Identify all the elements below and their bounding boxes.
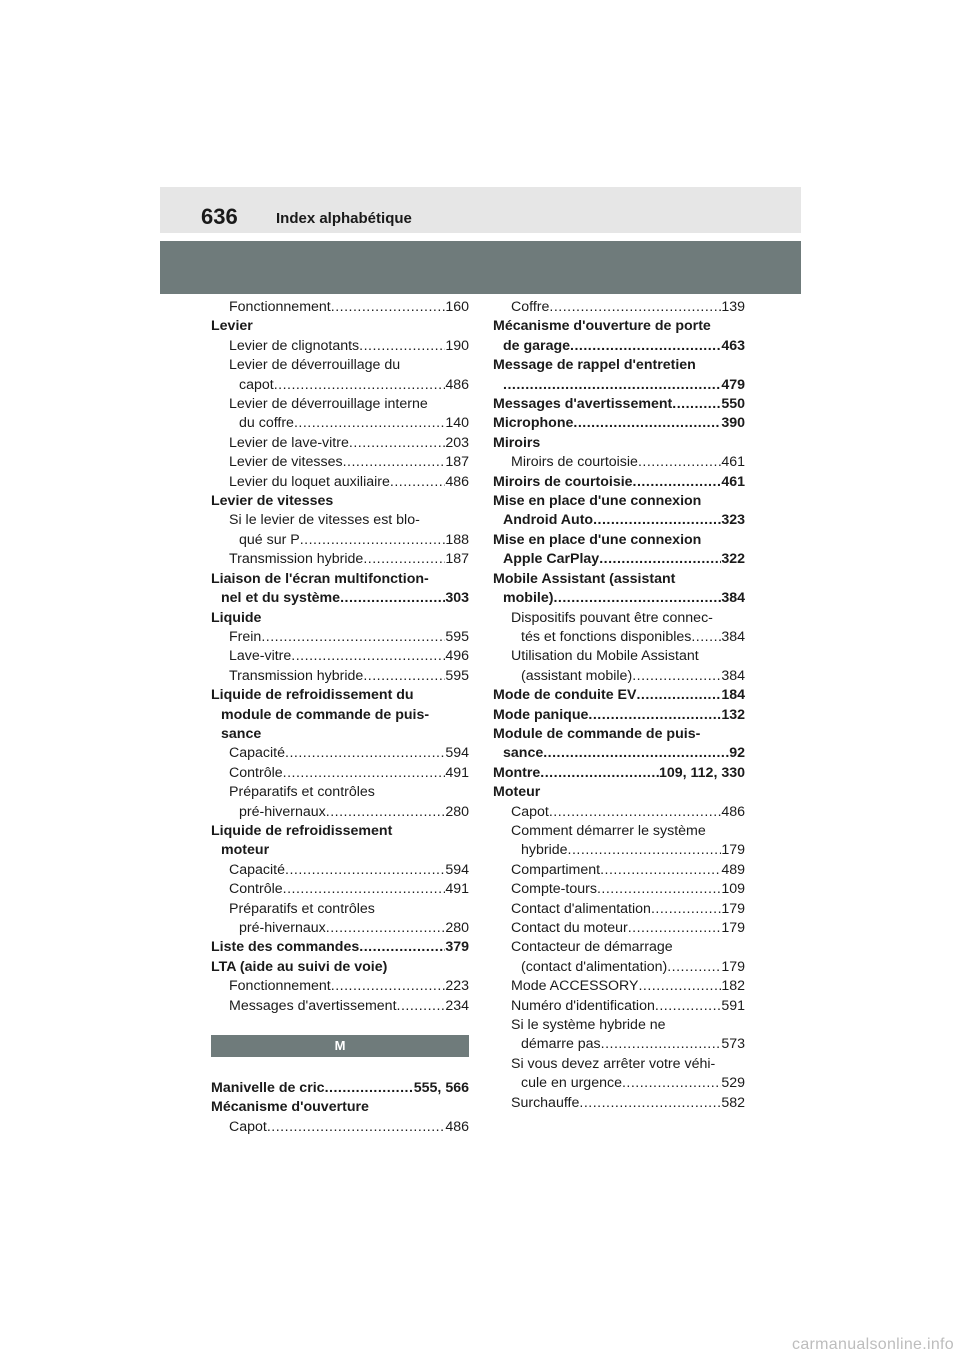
index-entry-page: 555, 566 <box>413 1080 469 1097</box>
index-entry <box>493 511 745 530</box>
index-entry <box>493 977 745 996</box>
index-heading-line: Si le système hybride ne <box>511 1017 666 1034</box>
dot-leader <box>283 764 446 783</box>
index-entry-page: 203 <box>445 434 469 451</box>
index-heading-line: Contacteur de démarrage <box>511 939 673 956</box>
index-entry-label: Montre <box>493 764 541 781</box>
index-entry-page: 280 <box>445 803 469 820</box>
index-heading-line: Module de commande de puis- <box>493 725 701 742</box>
index-entry-label: Fonctionnement <box>229 978 331 995</box>
dot-leader <box>599 550 721 569</box>
index-entry <box>211 589 469 608</box>
index-entry <box>211 1079 469 1098</box>
index-entry-page: 491 <box>445 881 469 898</box>
dot-leader <box>325 1079 414 1098</box>
index-list-left <box>211 298 469 1016</box>
index-entry <box>493 473 745 492</box>
index-entry <box>493 395 745 414</box>
index-entry <box>493 958 745 977</box>
index-heading-line: Liquide de refroidissement du <box>211 687 414 704</box>
dot-leader <box>633 473 722 492</box>
dot-leader <box>628 919 722 938</box>
index-entry <box>493 764 745 783</box>
index-entry-page: 280 <box>445 920 469 936</box>
index-entry-label: Levier du loquet auxiliaire <box>229 473 390 490</box>
index-heading-line: Liaison de l'écran multifonction- <box>211 570 429 587</box>
index-heading-line: Comment démarrer le système <box>511 822 706 839</box>
dot-leader <box>340 589 445 608</box>
index-entry <box>211 531 469 550</box>
index-entry <box>211 1118 469 1137</box>
index-entry <box>493 667 745 686</box>
index-entry-label: Mode ACCESSORY <box>511 978 639 995</box>
index-entry <box>493 550 745 569</box>
index-entry-page: 179 <box>721 900 745 917</box>
index-heading-line: LTA (aide au suivi de voie) <box>211 958 388 975</box>
index-entry <box>211 434 469 453</box>
index-entry-page: 489 <box>721 861 745 878</box>
index-entry-label: Frein <box>229 628 262 645</box>
index-entry <box>493 453 745 472</box>
index-entry-label: Lave-vitre <box>229 648 292 665</box>
index-entry-label: pré-hivernaux <box>239 920 326 936</box>
dot-leader <box>549 803 721 822</box>
index-entry <box>211 298 469 317</box>
index-entry-label: Levier de vitesses <box>229 454 343 471</box>
index-entry-page: 486 <box>445 473 469 490</box>
index-entry-page: 139 <box>721 299 745 315</box>
watermark: carmanualsonline.info <box>792 1336 954 1353</box>
dot-leader <box>568 841 722 860</box>
index-entry-label: Contrôle <box>229 881 283 898</box>
index-entry-page: 179 <box>721 958 745 975</box>
dot-leader <box>543 744 729 763</box>
index-entry-label: mobile) <box>503 590 554 607</box>
index-entry-page: 132 <box>721 706 745 723</box>
index-entry-page: 491 <box>445 764 469 781</box>
index-entry-label: Android Auto <box>503 512 594 529</box>
index-entry-page: 595 <box>445 628 469 645</box>
index-entry <box>211 997 469 1016</box>
index-heading-line: Moteur <box>493 784 541 801</box>
dot-leader <box>285 744 445 763</box>
index-entry-label: Contact d'alimentation <box>511 900 651 917</box>
index-entry <box>211 473 469 492</box>
index-entry-page: 550 <box>721 396 745 413</box>
dot-leader <box>363 667 445 686</box>
index-entry-label: Numéro d'identification <box>511 997 655 1014</box>
index-entry <box>211 919 469 938</box>
index-entry-label: pré-hivernaux <box>239 803 326 820</box>
dot-leader <box>349 434 445 453</box>
index-entry-label: Levier de lave-vitre <box>229 434 349 451</box>
index-entry-label: du coffre <box>239 415 294 432</box>
index-entry-label: Mode panique <box>493 706 589 723</box>
dot-leader <box>622 1074 721 1093</box>
index-entry <box>493 414 745 433</box>
dot-leader <box>597 880 721 899</box>
dot-leader <box>691 628 721 647</box>
index-heading-line: module de commande de puis- <box>221 706 430 723</box>
index-entry <box>211 414 469 433</box>
index-entry <box>493 706 745 725</box>
index-entry-page: 179 <box>721 920 745 936</box>
index-entry-page: 234 <box>445 997 469 1014</box>
dot-leader <box>593 511 721 530</box>
index-entry-label: Mode de conduite EV <box>493 687 637 704</box>
dot-leader <box>285 861 445 880</box>
index-entry-page: 582 <box>721 1094 745 1111</box>
index-entry <box>493 1094 745 1113</box>
dot-leader <box>261 628 445 647</box>
dot-leader <box>291 647 445 666</box>
dot-leader <box>549 298 721 317</box>
index-entry-label: Miroirs de courtoisie <box>511 454 638 471</box>
index-entry <box>493 589 745 608</box>
index-entry-page: 594 <box>445 745 469 762</box>
dot-leader <box>359 337 445 356</box>
dot-leader <box>600 861 721 880</box>
index-entry-label: Liste des commandes <box>211 939 360 956</box>
index-entry-page: 182 <box>721 978 745 995</box>
index-entry-page: 486 <box>721 803 745 820</box>
index-entry-label: tés et fonctions disponibles <box>521 628 692 645</box>
dot-leader <box>359 938 445 957</box>
letter-heading: M <box>211 1035 469 1057</box>
dot-leader <box>573 414 721 433</box>
dot-leader <box>390 473 445 492</box>
header-bar <box>160 187 801 233</box>
index-heading-line: Mécanisme d'ouverture <box>211 1099 369 1116</box>
index-entry-page: 390 <box>721 415 745 432</box>
dot-leader <box>638 453 721 472</box>
index-entry-page: 109, 112, 330 <box>659 764 745 781</box>
index-heading-line: Miroirs <box>493 434 541 451</box>
index-entry <box>493 744 745 763</box>
index-heading-line: Si vous devez arrêter votre véhi- <box>511 1055 716 1072</box>
index-entry <box>493 376 745 395</box>
dot-leader <box>588 706 721 725</box>
index-entry <box>493 997 745 1016</box>
dot-leader <box>636 686 721 705</box>
index-column-right <box>493 298 745 1113</box>
index-heading-line: Mécanisme d'ouverture de porte <box>493 318 711 335</box>
index-entry-page: 190 <box>445 337 469 354</box>
index-entry-page: 323 <box>721 512 745 529</box>
dot-leader <box>655 997 721 1016</box>
index-entry-page: 384 <box>721 667 745 684</box>
index-entry <box>211 376 469 395</box>
dot-leader <box>651 900 721 919</box>
index-entry <box>211 861 469 880</box>
index-entry-label: (contact d'alimentation) <box>521 958 668 975</box>
dot-leader <box>274 376 446 395</box>
index-entry <box>493 803 745 822</box>
dot-leader <box>343 453 446 472</box>
index-entry-label: Messages d'avertissement <box>229 997 397 1014</box>
dot-leader <box>326 803 446 822</box>
page-title: Index alphabétique <box>276 210 412 227</box>
dot-leader <box>363 550 445 569</box>
index-entry <box>211 550 469 569</box>
index-entry-label: Capacité <box>229 745 285 762</box>
index-entry <box>493 337 745 356</box>
index-list-left-after <box>211 1079 469 1137</box>
index-entry-label: Surchauffe <box>511 1094 580 1111</box>
dot-leader <box>672 395 721 414</box>
index-entry-page: 594 <box>445 861 469 878</box>
index-entry-label: de garage <box>503 337 571 354</box>
page-number: 636 <box>201 204 238 229</box>
dot-leader <box>601 1035 722 1054</box>
index-entry-page: 461 <box>721 454 745 471</box>
dot-leader <box>397 997 446 1016</box>
index-entry-page: 479 <box>721 376 745 393</box>
index-heading-line: Levier de déverrouillage du <box>229 357 401 374</box>
index-entry <box>493 841 745 860</box>
index-entry-label: (assistant mobile) <box>521 667 633 684</box>
index-entry-label: Manivelle de cric <box>211 1080 325 1097</box>
index-heading-line: Levier de déverrouillage interne <box>229 396 428 413</box>
dot-leader <box>331 977 446 996</box>
index-list-right <box>493 298 745 1113</box>
index-entry <box>211 744 469 763</box>
dot-leader <box>570 337 721 356</box>
index-heading-line: Message de rappel d'entretien <box>493 357 696 374</box>
index-entry-page: 463 <box>721 337 745 354</box>
index-entry-label: sance <box>503 745 544 762</box>
index-entry-label: Capot <box>511 803 549 820</box>
index-entry-page: 384 <box>721 628 745 645</box>
index-entry-page: 187 <box>445 551 469 568</box>
dot-leader <box>267 1118 445 1137</box>
index-entry <box>211 803 469 822</box>
index-entry-page: 384 <box>721 590 745 607</box>
index-entry-label: Levier de clignotants <box>229 337 360 354</box>
index-entry <box>493 861 745 880</box>
index-entry <box>211 337 469 356</box>
index-entry-page: 529 <box>721 1075 745 1092</box>
index-entry-page: 591 <box>721 997 745 1014</box>
index-heading-line: Si le levier de vitesses est blo- <box>229 512 420 529</box>
index-entry-label: Fonctionnement <box>229 299 331 315</box>
index-entry-page: 184 <box>721 687 745 704</box>
index-entry <box>211 880 469 899</box>
index-entry-page: 109 <box>721 881 745 898</box>
index-heading-line: Préparatifs et contrôles <box>229 900 375 917</box>
index-entry <box>493 628 745 647</box>
index-entry-label: qué sur P <box>239 531 300 548</box>
index-entry-page: 188 <box>445 531 469 548</box>
index-entry-label: Compartiment <box>511 861 601 878</box>
index-entry-page: 486 <box>445 376 469 393</box>
index-entry-label: Miroirs de courtoisie <box>493 473 633 490</box>
index-entry-label: Compte-tours <box>511 881 597 898</box>
index-entry-page: 179 <box>721 842 745 859</box>
index-entry <box>211 647 469 666</box>
index-heading-line: Levier de vitesses <box>211 493 334 510</box>
dot-leader <box>667 958 721 977</box>
index-entry-page: 322 <box>721 551 745 568</box>
index-heading-line: Dispositifs pouvant être connec- <box>511 609 713 626</box>
index-entry-page: 223 <box>445 978 469 995</box>
index-heading-line: Liquide <box>211 609 262 626</box>
dot-leader <box>300 531 446 550</box>
index-entry-page: 92 <box>729 745 745 762</box>
index-entry-label: démarre pas <box>521 1036 601 1053</box>
index-entry <box>211 764 469 783</box>
index-entry-label: Coffre <box>511 299 550 315</box>
index-column-left <box>211 298 469 1137</box>
index-entry <box>493 900 745 919</box>
index-entry-label: capot <box>239 376 274 393</box>
dot-leader <box>283 880 446 899</box>
dot-leader <box>503 376 721 395</box>
index-heading-line: Liquide de refroidissement <box>211 822 393 839</box>
index-entry <box>211 667 469 686</box>
index-entry-label: Capacité <box>229 861 285 878</box>
index-heading-line: Préparatifs et contrôles <box>229 784 375 801</box>
dot-leader <box>638 977 721 996</box>
index-entry <box>493 298 745 317</box>
index-entry-page: 486 <box>445 1118 469 1135</box>
index-entry <box>493 880 745 899</box>
dot-leader <box>553 589 721 608</box>
index-entry-page: 573 <box>721 1036 745 1053</box>
index-heading-line: Utilisation du Mobile Assistant <box>511 648 699 665</box>
index-entry <box>493 919 745 938</box>
index-entry <box>493 686 745 705</box>
index-entry <box>493 1035 745 1054</box>
index-entry-page: 496 <box>445 648 469 665</box>
index-entry-label: nel et du système <box>221 590 341 607</box>
index-entry-label: Apple CarPlay <box>503 551 600 568</box>
dot-leader <box>326 919 446 938</box>
index-entry-page: 140 <box>445 415 469 432</box>
index-entry <box>211 628 469 647</box>
index-entry-label: hybride <box>521 842 568 859</box>
index-entry-label: Contrôle <box>229 764 283 781</box>
index-entry <box>211 977 469 996</box>
index-entry <box>211 938 469 957</box>
index-entry-label: Transmission hybride <box>229 667 364 684</box>
index-heading-line: moteur <box>221 842 270 859</box>
dot-leader <box>579 1094 721 1113</box>
index-entry-label: Capot <box>229 1118 267 1135</box>
dot-leader <box>632 667 721 686</box>
index-heading-line: Levier <box>211 318 253 335</box>
index-entry-page: 595 <box>445 667 469 684</box>
index-heading-line: Mobile Assistant (assistant <box>493 570 676 587</box>
dot-leader <box>331 298 446 317</box>
index-entry-page: 461 <box>721 473 745 490</box>
index-entry-page: 160 <box>445 299 469 315</box>
index-entry-label: Microphone <box>493 415 574 432</box>
index-entry-page: 303 <box>445 590 469 607</box>
index-entry-page: 379 <box>445 939 469 956</box>
dot-leader <box>294 414 445 433</box>
index-entry-label: Messages d'avertissement <box>493 396 673 413</box>
index-entry-label: Transmission hybride <box>229 551 364 568</box>
index-heading-line: sance <box>221 725 262 742</box>
index-entry-label: cule en urgence <box>521 1075 622 1092</box>
index-heading-line: Mise en place d'une connexion <box>493 493 702 510</box>
index-entry-label: Contact du moteur <box>511 920 628 936</box>
index-heading-line: Mise en place d'une connexion <box>493 531 702 548</box>
header-band <box>160 241 801 294</box>
dot-leader <box>540 764 659 783</box>
index-entry-page: 187 <box>445 454 469 471</box>
index-entry <box>493 1074 745 1093</box>
index-entry <box>211 453 469 472</box>
